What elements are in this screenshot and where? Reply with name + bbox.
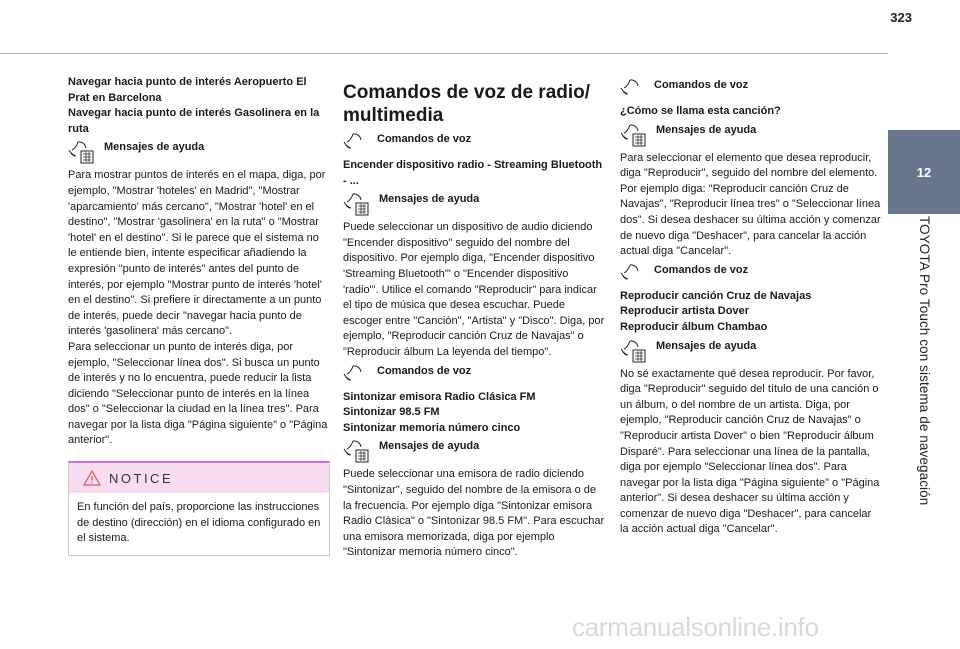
watermark: carmanualsonline.info [572, 612, 819, 642]
voice-help-icon [343, 191, 375, 217]
voice-command-icon [620, 77, 650, 101]
help-messages-row [68, 139, 330, 165]
voice-help-icon [68, 139, 100, 165]
column-1 [68, 75, 330, 556]
source-heading: Encender dispositivo radio - Streaming Bluetooth - ... [343, 159, 603, 187]
voice-commands-label: Comandos de voz [654, 263, 749, 276]
chapter-title: TOYOTA Pro Touch con sistema de navegación [917, 216, 932, 506]
voice-help-icon [620, 338, 652, 364]
voice-commands-label: Comandos de voz [377, 364, 472, 377]
voice-commands-label: Comandos de voz [377, 133, 472, 145]
help-messages-label: Mensajes de ayuda [379, 440, 480, 453]
help-messages-label: Mensajes de ayuda [656, 339, 757, 352]
song-question-heading: ¿Cómo se llama esta canción? [620, 105, 781, 117]
page-number: 323 [890, 10, 912, 25]
help-messages-row-1 [620, 122, 882, 148]
help-messages-row-2 [620, 338, 882, 364]
voice-commands-row-2 [620, 262, 882, 286]
source-help-text: Puede seleccionar un dispositivo de audio diciendo "Encender dispositivo" seguido del nombre del dispositivo. Por ejemplo diga, "Encender dispositivo 'Streaming Bluetooth'" o "Encender dispositivo 'radio'". Utilice el comando "Reproducir" para indicar el tipo de música que desea escuchar. Puede escoger entre "Canción", "Artista" y "Disco". Diga, por ejemplo, "Reproducir canción Cruz de Navajas" o "Reproducir álbum La leyenda del tiempo". [343, 221, 605, 358]
help-messages-label: Mensajes de ayuda [104, 141, 205, 154]
poi-help-text-2: Para seleccionar un punto de interés diga, por ejemplo, "Seleccionar línea dos". Si busca un punto de interés y no lo encuentra, puede reducir la lista diciendo "Seleccionar punto de interés en la línea dos" o "Seleccionar la ciudad en la línea tres". Para navegar por la lista diga "Página siguiente" o "Página anterior". [68, 340, 328, 447]
chapter-tab: 12 [888, 130, 960, 214]
section-title: Comandos de voz de radio/ multimedia [343, 82, 591, 126]
notice-text: En función del país, proporcione las instrucciones de destino (dirección) en el idioma configurado en el sistema. [77, 501, 321, 545]
voice-commands-row-1 [620, 77, 882, 101]
notice-header [69, 463, 329, 493]
voice-help-icon [620, 122, 652, 148]
help-messages-label: Mensajes de ayuda [379, 193, 480, 206]
header-divider [0, 53, 888, 54]
voice-commands-row-1 [343, 131, 605, 155]
tune-heading: Sintonizar emisora Radio Clásica FM Sintonizar 98.5 FM Sintonizar memoria número cinco [343, 390, 536, 434]
help-messages-row-2 [343, 438, 605, 464]
play-help-text: No sé exactamente qué desea reproducir. Por favor, diga "Reproducir" seguido del título de una canción o un álbum, o del nombre de un artista. Diga, por ejemplo, "Reproducir canción Cruz de Navajas" o "Reproducir artista Dover" o bien "Reproducir álbum Disparé". Para seleccionar una línea de la pantalla, diga por ejemplo "Seleccionar línea dos". Para navegar por la lista diga "Página siguiente" o "Página anterior". Si desea deshacer su última acción y comenzar de nuevo diga "Deshacer", para cancelar la acción actual diga "Cancelar". [620, 367, 880, 536]
notice-box [68, 461, 330, 556]
poi-help-text-1: Para mostrar puntos de interés en el mapa, diga, por ejemplo, "Mostrar 'hoteles' en Madrid", "Mostrar 'aparcamiento' más cercano", "Mostrar 'hotel' en el destino", "Mostrar 'gasolinera' en la ruta" o "Mostrar 'hotel' en el destino". Si le parece que el sistema no le entiende bien, intente especificar añadiendo la expresión "punto de interés" antes del punto de interés, por ejemplo "Mostrar punto de interés 'hotel' en el destino". Si prefiere ir directamente a un punto de interés, puede decir "navegar hacia punto de interés 'gasolinera' más cercano". [68, 169, 326, 338]
tune-help-text: Puede seleccionar una emisora de radio diciendo "Sintonizar", seguido del nombre de la emisora o de la frecuencia. Por ejemplo diga "Sintonizar emisora Radio Clásica" o "Sintonizar 98.5 FM". Para escuchar una emisora memorizada, diga por ejemplo "Sintonizar memoria número cinco". [343, 468, 605, 559]
column-3 [620, 75, 882, 538]
play-heading: Reproducir canción Cruz de Navajas Reproducir artista Dover Reproducir álbum Chambao [620, 289, 812, 333]
voice-commands-label: Comandos de voz [654, 79, 749, 91]
voice-command-icon [343, 131, 373, 155]
voice-command-icon [620, 262, 650, 286]
warning-triangle-icon [83, 470, 101, 486]
poi-headings: Navegar hacia punto de interés Aeropuerto El Prat en Barcelona Navegar hacia punto de interés Gasolinera en la ruta [68, 76, 320, 135]
column-2 [343, 75, 605, 561]
voice-help-icon [343, 438, 375, 464]
chapter-side-title [888, 216, 960, 561]
song-help-text: Para seleccionar el elemento que desea reproducir, diga "Reproducir", seguido del nombre del elemento. Por ejemplo diga: "Reproducir canción Cruz de Navajas", "Reproducir línea tres" o "Seleccionar línea dos". Si desea deshacer su última acción y comenzar de nuevo diga "Deshacer", para cancelar la acción actual diga "Cancelar". [620, 151, 881, 258]
help-messages-row-1 [343, 191, 605, 217]
help-messages-label: Mensajes de ayuda [656, 123, 757, 136]
voice-command-icon [343, 363, 373, 387]
voice-commands-row-2 [343, 363, 605, 387]
notice-title: NOTICE [109, 470, 174, 486]
